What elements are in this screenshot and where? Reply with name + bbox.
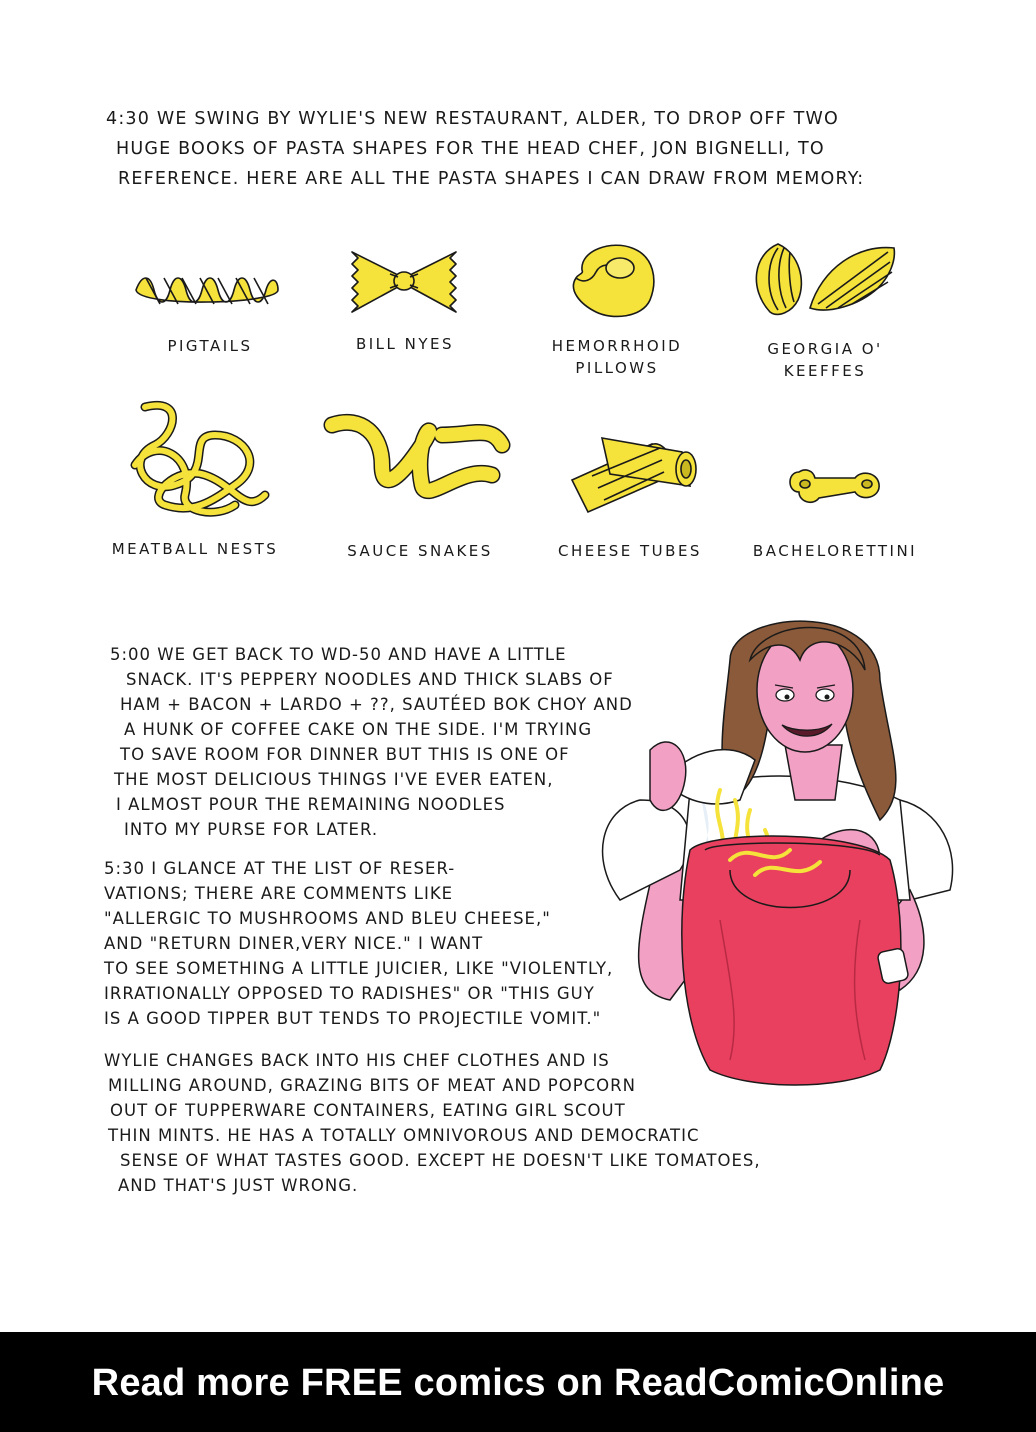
entry-wylie: WYLIE CHANGES BACK INTO HIS CHEF CLOTHES AND IS MILLING AROUND, GRAZING BITS OF MEAT AND POPCORN OUT OF TUPPERWARE CONTAINERS, EATING GIRL SCOUT THIN MINTS. HE HAS A TOTALLY OMNIVOROUS AND DEMOCRATIC SENSE OF WHAT TASTES GOOD. EXCEPT HE DOESN'T LIKE TOMATOES, AND THAT'S JUST WRONG. — [104, 1051, 761, 1195]
spaghetti-icon — [115, 395, 275, 525]
pasta-label: BACHELORETTINI — [752, 542, 918, 560]
footer-text[interactable]: Read more FREE comics on ReadComicOnline — [91, 1362, 945, 1404]
pasta-label: SAUCE SNAKES — [347, 542, 493, 560]
dumpling-icon — [562, 240, 662, 320]
pasta-label: GEORGIA O' KEEFFES — [767, 340, 883, 380]
pasta-label: MEATBALL NESTS — [111, 540, 279, 558]
entry-5-30: 5:30 I GLANCE AT THE LIST OF RESER- VATIONS; THERE ARE COMMENTS LIKE "ALLERGIC TO MUSHROOMS AND BLEU CHEESE," AND "RETURN DINER,VERY NICE." I WANT TO SEE SOMETHING A LITTLE JUICIER, LIKE "VIOLENTLY, IRRATIONALLY OPPOSED TO RADISHES" OR "THIS GUY IS A GOOD TIPPER BUT TENDS TO PROJECTILE VOMIT." — [104, 859, 614, 1028]
entry-5-00: 5:00 WE GET BACK TO WD-50 AND HAVE A LITTLE SNACK. IT'S PEPPERY NOODLES AND THICK SLABS OF HAM + BACON + LARDO + ??, SAUTÉED BOK CHOY AND A HUNK OF COFFEE CAKE ON THE SIDE. I'M TRYING TO SAVE ROOM FOR DINNER BUT THIS IS ONE OF THE MOST DELICIOUS THINGS I'VE EVER EATEN, I ALMOST POUR THE REMAINING NOODLES INTO MY PURSE FOR LATER. — [110, 645, 633, 839]
woman-illustration — [580, 600, 960, 1100]
fusilli-icon — [132, 268, 282, 313]
bachelorettini-icon — [785, 462, 885, 512]
ribbon-icon — [322, 405, 512, 515]
shells-icon — [748, 238, 898, 318]
pasta-label: PIGTAILS — [167, 337, 253, 355]
intro-line: REFERENCE. HERE ARE ALL THE PASTA SHAPES I CAN DRAW FROM MEMORY: — [118, 169, 865, 189]
farfalle-icon — [344, 244, 464, 319]
pasta-label: BILL NYES — [355, 335, 455, 353]
pasta-label: CHEESE TUBES — [558, 542, 702, 560]
rigatoni-icon — [562, 430, 702, 515]
footer-banner[interactable] — [0, 1332, 1036, 1432]
intro-paragraph — [106, 104, 866, 194]
intro-line: HUGE BOOKS OF PASTA SHAPES FOR THE HEAD CHEF, JON BIGNELLI, TO — [116, 139, 825, 159]
intro-line: 4:30 WE SWING BY WYLIE'S NEW RESTAURANT, ALDER, TO DROP OFF TWO — [106, 109, 840, 129]
pasta-label: HEMORRHOID PILLOWS — [551, 337, 683, 377]
